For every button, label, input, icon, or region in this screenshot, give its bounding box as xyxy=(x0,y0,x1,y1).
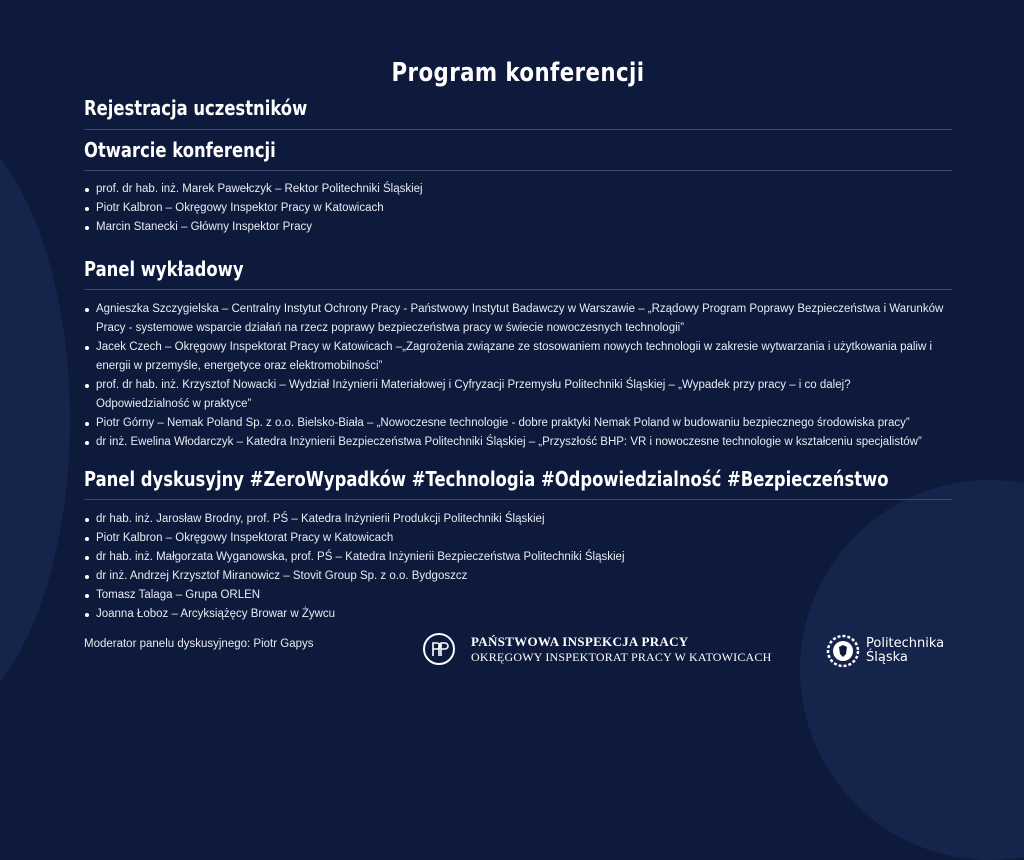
list-item: dr inż. Ewelina Włodarczyk – Katedra Inżynierii Bezpieczeństwa Politechniki Śląskiej – „Przyszłość BHP: VR i nowoczesne technologie w kształceniu specjalistów” xyxy=(84,433,944,452)
registration-heading: Rejestracja uczestników xyxy=(84,96,308,120)
discussion-list xyxy=(84,510,944,624)
list-item: Marcin Stanecki – Główny Inspektor Pracy xyxy=(84,218,944,237)
polsl-logo-block xyxy=(826,634,944,668)
pip-emblem-icon xyxy=(423,633,455,665)
opening-list xyxy=(84,180,944,237)
divider xyxy=(84,499,952,500)
page-title: Program konferencji xyxy=(391,58,645,88)
list-item: dr inż. Andrzej Krzysztof Miranowicz – Stovit Group Sp. z o.o. Bydgoszcz xyxy=(84,567,944,586)
background-shape-left xyxy=(0,110,70,730)
list-item: prof. dr hab. inż. Krzysztof Nowacki – Wydział Inżynierii Materiałowej i Cyfryzacji Przemysłu Politechniki Śląskiej – „Wypadek przy pracy – i co dalej? Odpowiedzialność w praktyce” xyxy=(84,376,944,414)
list-item: Agnieszka Szczygielska – Centralny Instytut Ochrony Pracy - Państwowy Instytut Badawczy w Warszawie – „Rządowy Program Poprawy Bezpieczeństwa i Warunków Pracy - systemowe wsparcie działań na rzecz poprawy bezpieczeństwa pracy w świecie nowoczesnych technologii” xyxy=(84,300,944,338)
list-item: dr hab. inż. Jarosław Brodny, prof. PŚ – Katedra Inżynierii Produkcji Politechniki Śląskiej xyxy=(84,510,944,529)
list-item: Jacek Czech – Okręgowy Inspektorat Pracy w Katowicach –„Zagrożenia związane ze stosowaniem nowych technologii w zakresie wytwarzania i użytkowania paliw i energii w przemyśle, energetyce oraz elektromobilności” xyxy=(84,338,944,376)
list-item: dr hab. inż. Małgorzata Wyganowska, prof. PŚ – Katedra Inżynierii Bezpieczeństwa Politechniki Śląskiej xyxy=(84,548,944,567)
list-item: Joanna Łoboz – Arcyksiążęcy Browar w Żywcu xyxy=(84,605,944,624)
divider xyxy=(84,170,952,171)
list-item: prof. dr hab. inż. Marek Pawełczyk – Rektor Politechniki Śląskiej xyxy=(84,180,944,199)
lectures-list xyxy=(84,300,944,452)
opening-heading: Otwarcie konferencji xyxy=(84,138,276,162)
lectures-heading: Panel wykładowy xyxy=(84,257,244,281)
list-item: Piotr Kalbron – Okręgowy Inspektorat Pracy w Katowicach xyxy=(84,529,944,548)
moderator-note: Moderator panelu dyskusyjnego: Piotr Gapys xyxy=(84,638,314,650)
polsl-name-line2: Śląska xyxy=(866,650,908,665)
list-item: Tomasz Talaga – Grupa ORLEN xyxy=(84,586,944,605)
discussion-heading: Panel dyskusyjny #ZeroWypadków #Technologia #Odpowiedzialność #Bezpieczeństwo xyxy=(84,467,889,491)
pip-name: PAŃSTWOWA INSPEKCJA PRACY xyxy=(471,633,689,649)
polsl-emblem-icon xyxy=(826,634,860,668)
list-item: Piotr Górny – Nemak Poland Sp. z o.o. Bielsko-Biała – „Nowoczesne technologie - dobre praktyki Nemak Poland w budowaniu bezpiecznego środowiska pracy” xyxy=(84,414,944,433)
divider xyxy=(84,289,952,290)
pip-subname: OKRĘGOWY INSPEKTORAT PRACY W KATOWICACH xyxy=(471,649,772,664)
divider xyxy=(84,129,952,130)
pip-logo-block xyxy=(423,633,772,665)
polsl-name-line1: Politechnika xyxy=(866,636,945,651)
list-item: Piotr Kalbron – Okręgowy Inspektor Pracy w Katowicach xyxy=(84,199,944,218)
